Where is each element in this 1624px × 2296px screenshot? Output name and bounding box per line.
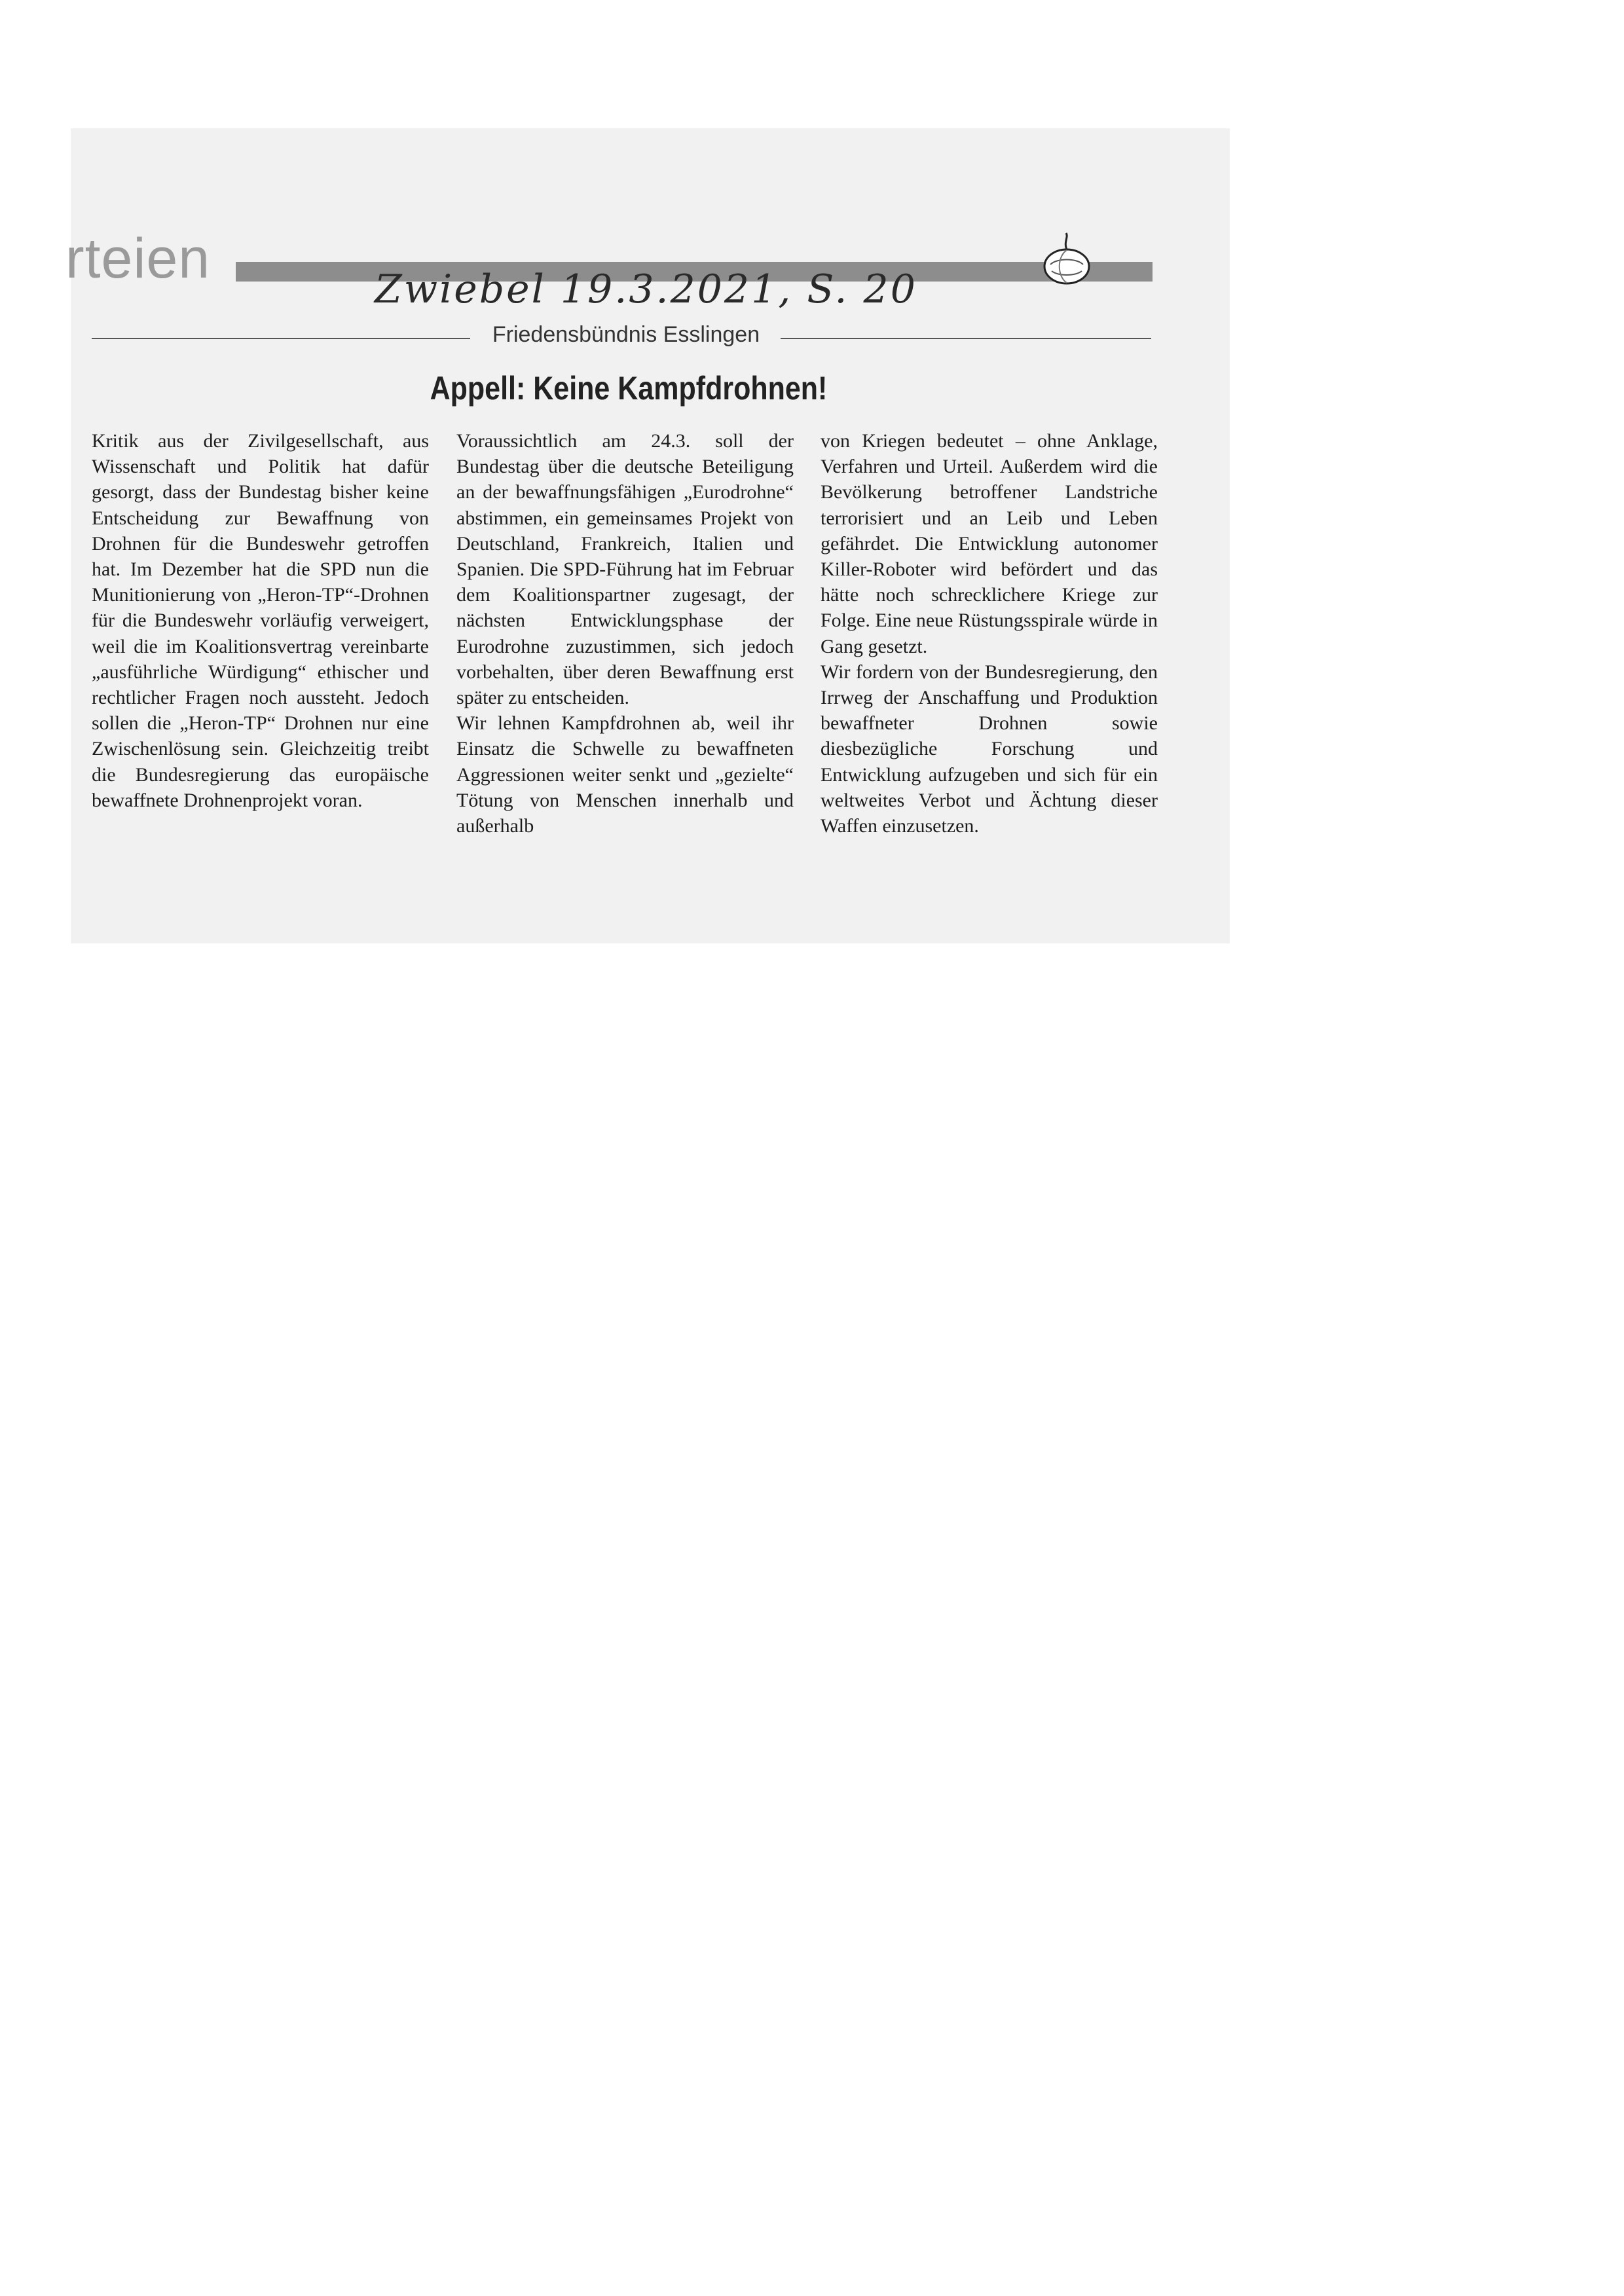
source-rule-right (781, 338, 1151, 339)
article-headline: Appell: Keine Kampfdrohnen! (430, 370, 828, 407)
paragraph: Wir lehnen Kampfdrohnen ab, weil ihr Einsatz die Schwelle zu bewaffneten Aggressionen weiter senkt und „gezielte“ Tötung von Menschen innerhalb und außerhalb (456, 712, 794, 837)
paragraph: Kritik aus der Zivilgesellschaft, aus Wissenschaft und Politik hat dafür gesorgt, dass der Bundestag bisher keine Entscheidung zur Bewaffnung von Drohnen für die Bundeswehr getroffen hat. Im Dezember hat die SPD nun die Munitionierung von „Heron-TP“-Drohnen für die Bundeswehr vorläufig verweigert, weil die im Koalitionsvertrag vereinbarte „ausführliche Würdigung“ ethischer und rechtlicher Fragen noch aussteht. Jedoch sollen die „Heron-TP“ Drohnen nur eine Zwischenlösung sein. Gleichzeitig treibt die Bundesregierung das europäische bewaffnete Drohnenprojekt voran. (92, 430, 429, 811)
article-column-1 (92, 428, 429, 813)
source-rule-left (92, 338, 470, 339)
handwritten-source-note: Zwiebel 19.3.2021, S. 20 (375, 266, 917, 312)
article-column-3 (821, 428, 1158, 839)
paragraph: von Kriegen bedeutet – ohne Anklage, Verfahren und Urteil. Außerdem wird die Bevölkerung betroffener Landstriche terrorisiert und an Leib und Leben gefährdet. Die Entwicklung autonomer Killer-Roboter wird befördert und das hätte noch schrecklichere Kriege zur Folge. Eine neue Rüstungsspirale würde in Gang gesetzt. (821, 430, 1158, 657)
article-column-2 (456, 428, 794, 839)
article-source: Friedensbündnis Esslingen (492, 322, 760, 347)
onion-icon (1037, 230, 1096, 289)
paragraph: Wir fordern von der Bundesregierung, den Irrweg der Anschaffung und Produktion bewaffneter Drohnen sowie diesbezügliche Forschung und Entwicklung aufzugeben und sich für ein weltweites Verbot und Ächtung dieser Waffen einzusetzen. (821, 661, 1158, 837)
section-heading-fragment: rteien (65, 227, 211, 290)
paragraph: Voraussichtlich am 24.3. soll der Bundestag über die deutsche Beteiligung an der bewaffnungsfähigen „Eurodrohne“ abstimmen, ein gemeinsames Projekt von Deutschland, Frankreich, Italien und Spanien. Die SPD-Führung hat im Februar dem Koalitionspartner zugesagt, der nächsten Entwicklungsphase der Eurodrohne zuzustimmen, sich jedoch vorbehalten, über deren Bewaffnung erst später zu entscheiden. (456, 430, 794, 709)
